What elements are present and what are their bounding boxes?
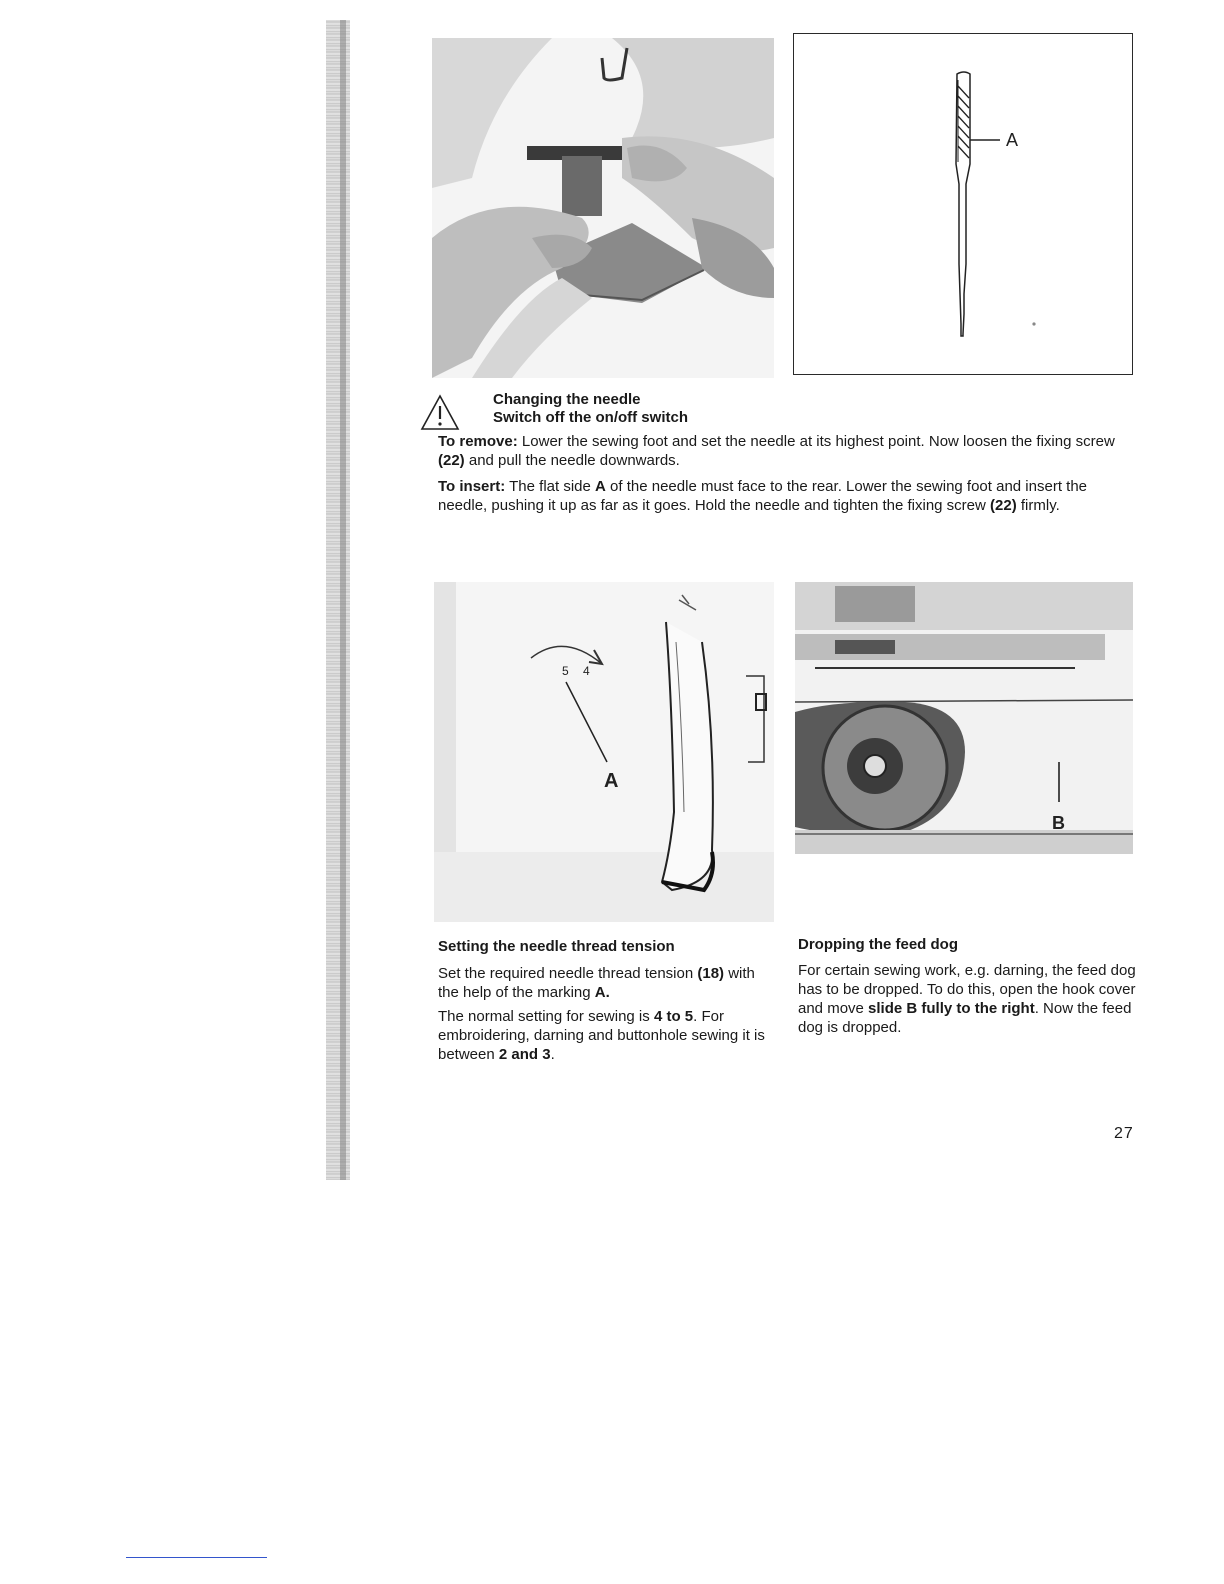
feed-text-2: . Now the feed dog is dropped.	[798, 1000, 1132, 1036]
insert-ref: (22)	[990, 497, 1017, 514]
paragraph-tension-1	[438, 964, 773, 1002]
remove-end: and pull the needle downwards.	[468, 452, 680, 469]
insert-text-1: The flat side	[509, 478, 591, 495]
heading-switch-off: Switch off the on/off switch	[493, 409, 688, 426]
needle-diagram	[793, 33, 1133, 375]
label-remove: To remove:	[438, 433, 518, 450]
page-binding-shadow	[340, 20, 346, 1180]
footer-line	[126, 1557, 267, 1558]
tension-end: .	[550, 1046, 555, 1063]
remove-text: Lower the sewing foot and set the needle at its highest point. Now loosen the fixing screw	[521, 433, 1115, 450]
tension-embroider-text: . For embroidering, darning and buttonhole sewing it is between	[438, 1008, 765, 1063]
heading-feed-dog: Dropping the feed dog	[798, 936, 958, 953]
page-binding-edge	[326, 20, 350, 1180]
tension-label-a: A	[604, 770, 619, 792]
heading-thread-tension: Setting the needle thread tension	[438, 938, 675, 955]
tension-embroider-value: 2 and 3	[498, 1046, 551, 1063]
tension-normal-value: 4 to 5	[653, 1008, 694, 1025]
paragraph-remove	[438, 432, 1138, 470]
photo-changing-needle	[432, 38, 774, 378]
feed-bold: slide B fully to the right	[868, 1000, 1035, 1017]
insert-end: firmly.	[1020, 497, 1060, 514]
needle-label-a: A	[1006, 130, 1019, 150]
paragraph-insert	[438, 477, 1138, 515]
page-number: 27	[1114, 1125, 1134, 1142]
tension-text-1: Set the required needle thread tension	[438, 965, 694, 982]
tension-ref-a: A.	[594, 984, 610, 1001]
tension-text-2: with the help of the marking	[438, 965, 755, 1001]
feed-text-1: For certain sewing work, e.g. darning, the feed dog has to be dropped. To do this, open the hook cover and move	[798, 962, 1136, 1017]
insert-text-2: of the needle must face to the rear. Lower the sewing foot and insert the needle, pushing it up as far as it goes. Hold the needle and tighten the fixing screw	[438, 478, 1088, 514]
dial-number-5: 5	[562, 664, 569, 678]
insert-ref-a: A	[595, 478, 606, 495]
paragraph-tension-2	[438, 1007, 778, 1064]
dial-number-4: 4	[583, 664, 590, 678]
paragraph-feed-dog	[798, 961, 1138, 1037]
tension-normal-text: The normal setting for sewing is	[438, 1008, 650, 1025]
warning-icon	[420, 394, 460, 437]
remove-ref: (22)	[438, 452, 465, 469]
feed-label-b: B	[1052, 813, 1065, 833]
label-insert: To insert:	[438, 478, 506, 495]
photo-feed-dog	[795, 582, 1133, 854]
photo-tension-dial	[434, 582, 774, 922]
heading-changing-needle: Changing the needle	[493, 391, 641, 408]
tension-ref-18: (18)	[697, 965, 725, 982]
